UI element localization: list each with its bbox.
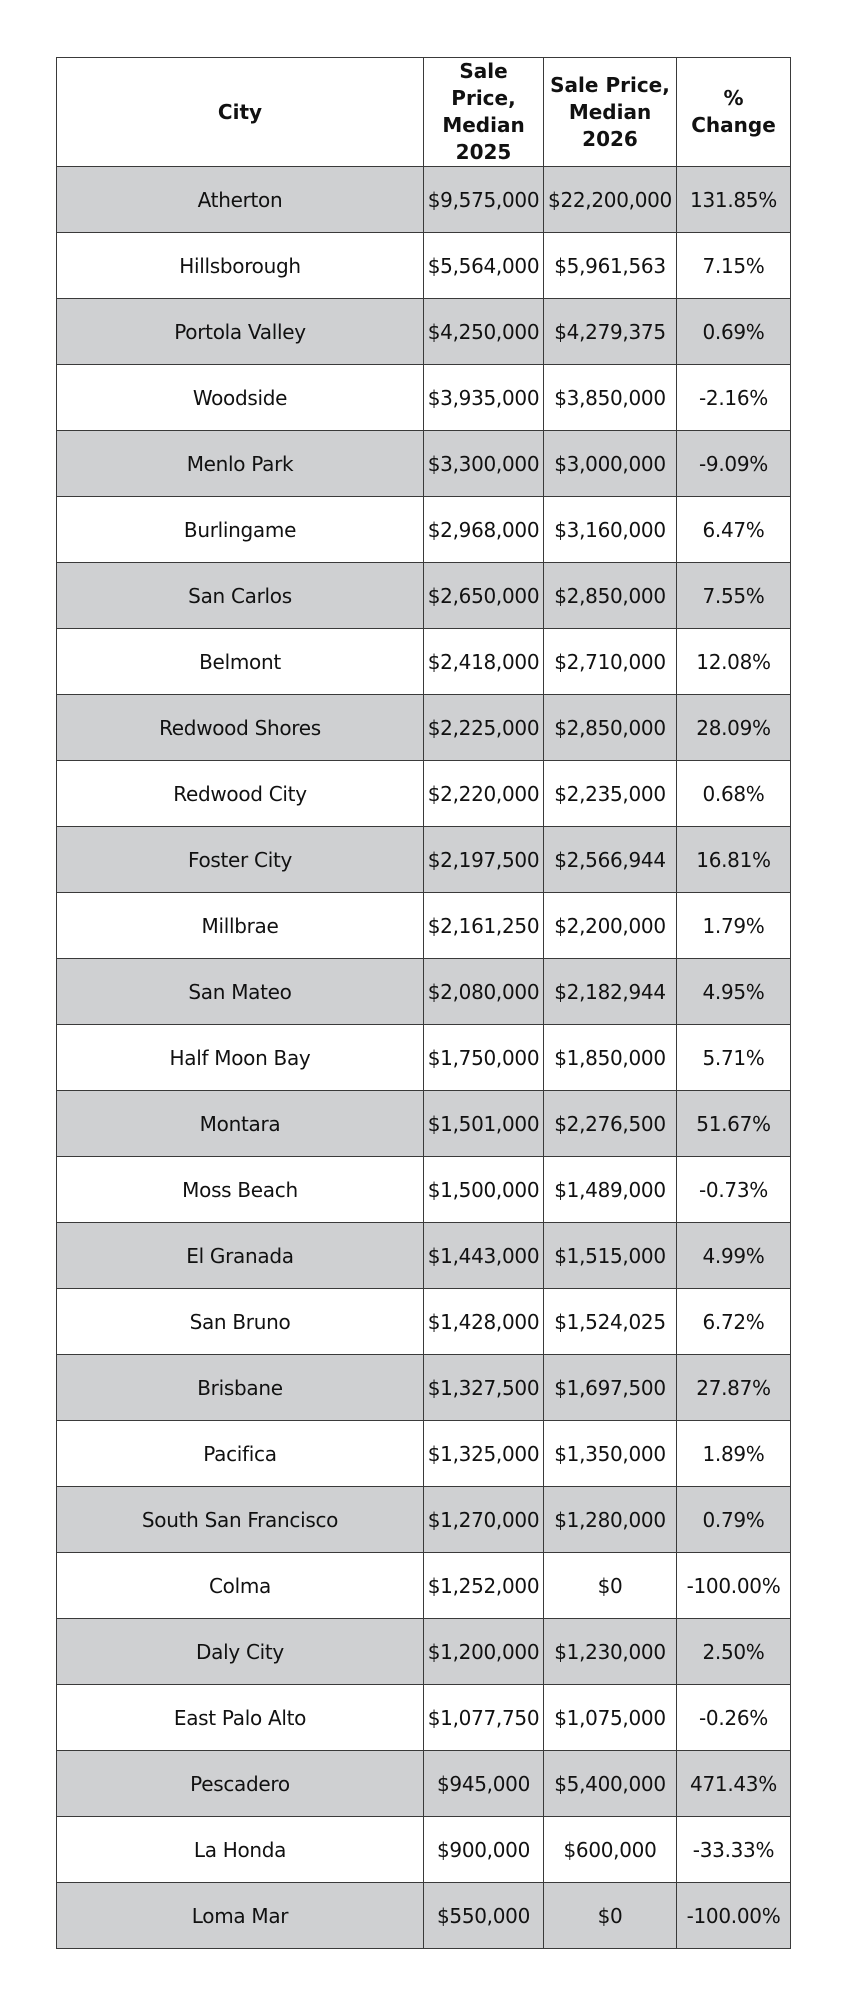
cell-city: El Granada	[57, 1223, 424, 1289]
cell-change: 27.87%	[677, 1355, 791, 1421]
cell-price-2026: $1,697,500	[544, 1355, 677, 1421]
cell-price-2025: $1,252,000	[424, 1553, 544, 1619]
cell-price-2026: $2,850,000	[544, 695, 677, 761]
cell-price-2026: $600,000	[544, 1817, 677, 1883]
header-price-2026: Sale Price, Median 2026	[544, 58, 677, 167]
table-row	[57, 1421, 791, 1487]
cell-city: Half Moon Bay	[57, 1025, 424, 1091]
table-row	[57, 893, 791, 959]
cell-price-2026: $1,489,000	[544, 1157, 677, 1223]
cell-change: 1.79%	[677, 893, 791, 959]
cell-change: 4.99%	[677, 1223, 791, 1289]
cell-change: 7.15%	[677, 233, 791, 299]
cell-price-2025: $2,225,000	[424, 695, 544, 761]
cell-city: East Palo Alto	[57, 1685, 424, 1751]
table-row	[57, 1685, 791, 1751]
cell-city: Portola Valley	[57, 299, 424, 365]
table-row	[57, 497, 791, 563]
cell-price-2026: $2,182,944	[544, 959, 677, 1025]
cell-price-2025: $3,935,000	[424, 365, 544, 431]
cell-city: Hillsborough	[57, 233, 424, 299]
table-row	[57, 1487, 791, 1553]
table-row	[57, 233, 791, 299]
cell-price-2025: $3,300,000	[424, 431, 544, 497]
cell-price-2026: $2,710,000	[544, 629, 677, 695]
cell-price-2026: $1,280,000	[544, 1487, 677, 1553]
table-row	[57, 1817, 791, 1883]
cell-change: 28.09%	[677, 695, 791, 761]
cell-change: -0.26%	[677, 1685, 791, 1751]
cell-change: 471.43%	[677, 1751, 791, 1817]
cell-city: Loma Mar	[57, 1883, 424, 1949]
cell-change: 2.50%	[677, 1619, 791, 1685]
cell-change: 12.08%	[677, 629, 791, 695]
cell-price-2026: $4,279,375	[544, 299, 677, 365]
cell-price-2026: $22,200,000	[544, 167, 677, 233]
cell-change: -2.16%	[677, 365, 791, 431]
cell-city: South San Francisco	[57, 1487, 424, 1553]
cell-price-2026: $3,850,000	[544, 365, 677, 431]
cell-city: Woodside	[57, 365, 424, 431]
table-row	[57, 167, 791, 233]
cell-city: Colma	[57, 1553, 424, 1619]
cell-price-2025: $4,250,000	[424, 299, 544, 365]
cell-price-2026: $5,400,000	[544, 1751, 677, 1817]
cell-price-2025: $1,270,000	[424, 1487, 544, 1553]
cell-city: San Bruno	[57, 1289, 424, 1355]
cell-change: 131.85%	[677, 167, 791, 233]
cell-price-2026: $3,160,000	[544, 497, 677, 563]
cell-city: Foster City	[57, 827, 424, 893]
median-price-table-container	[56, 57, 791, 1949]
header-row	[57, 58, 791, 167]
cell-city: Moss Beach	[57, 1157, 424, 1223]
cell-price-2026: $1,075,000	[544, 1685, 677, 1751]
cell-price-2025: $2,220,000	[424, 761, 544, 827]
cell-price-2026: $2,850,000	[544, 563, 677, 629]
cell-change: 7.55%	[677, 563, 791, 629]
cell-change: 51.67%	[677, 1091, 791, 1157]
table-row	[57, 1025, 791, 1091]
table-row	[57, 959, 791, 1025]
table-row	[57, 1355, 791, 1421]
header-city: City	[57, 58, 424, 167]
table-row	[57, 1619, 791, 1685]
cell-city: Daly City	[57, 1619, 424, 1685]
cell-price-2025: $1,428,000	[424, 1289, 544, 1355]
cell-city: San Mateo	[57, 959, 424, 1025]
cell-price-2025: $1,443,000	[424, 1223, 544, 1289]
table-row	[57, 299, 791, 365]
cell-change: -9.09%	[677, 431, 791, 497]
cell-city: La Honda	[57, 1817, 424, 1883]
cell-price-2025: $2,080,000	[424, 959, 544, 1025]
cell-city: Pescadero	[57, 1751, 424, 1817]
median-price-table	[56, 57, 791, 1949]
table-header	[57, 58, 791, 167]
cell-price-2025: $2,161,250	[424, 893, 544, 959]
cell-price-2025: $2,968,000	[424, 497, 544, 563]
cell-price-2026: $1,230,000	[544, 1619, 677, 1685]
cell-price-2026: $0	[544, 1883, 677, 1949]
cell-city: Menlo Park	[57, 431, 424, 497]
cell-change: 6.72%	[677, 1289, 791, 1355]
table-body	[57, 167, 791, 1949]
table-row	[57, 1883, 791, 1949]
cell-city: Atherton	[57, 167, 424, 233]
cell-price-2025: $1,327,500	[424, 1355, 544, 1421]
table-row	[57, 1157, 791, 1223]
cell-change: 6.47%	[677, 497, 791, 563]
cell-price-2026: $0	[544, 1553, 677, 1619]
cell-price-2025: $5,564,000	[424, 233, 544, 299]
cell-price-2025: $1,500,000	[424, 1157, 544, 1223]
cell-city: Redwood Shores	[57, 695, 424, 761]
cell-city: Belmont	[57, 629, 424, 695]
cell-change: -100.00%	[677, 1883, 791, 1949]
header-change: % Change	[677, 58, 791, 167]
cell-city: Brisbane	[57, 1355, 424, 1421]
cell-city: Pacifica	[57, 1421, 424, 1487]
cell-change: 0.68%	[677, 761, 791, 827]
cell-price-2026: $1,524,025	[544, 1289, 677, 1355]
cell-price-2026: $1,350,000	[544, 1421, 677, 1487]
cell-price-2025: $1,750,000	[424, 1025, 544, 1091]
cell-change: 16.81%	[677, 827, 791, 893]
cell-price-2026: $1,515,000	[544, 1223, 677, 1289]
table-row	[57, 1091, 791, 1157]
cell-price-2025: $900,000	[424, 1817, 544, 1883]
cell-price-2025: $945,000	[424, 1751, 544, 1817]
cell-city: Burlingame	[57, 497, 424, 563]
table-row	[57, 761, 791, 827]
header-price-2025: Sale Price, Median 2025	[424, 58, 544, 167]
table-row	[57, 431, 791, 497]
cell-price-2025: $1,325,000	[424, 1421, 544, 1487]
cell-price-2026: $2,200,000	[544, 893, 677, 959]
cell-change: -33.33%	[677, 1817, 791, 1883]
table-row	[57, 695, 791, 761]
cell-price-2026: $2,566,944	[544, 827, 677, 893]
table-row	[57, 563, 791, 629]
cell-price-2025: $9,575,000	[424, 167, 544, 233]
cell-change: 0.79%	[677, 1487, 791, 1553]
cell-price-2025: $2,418,000	[424, 629, 544, 695]
table-row	[57, 365, 791, 431]
cell-change: -100.00%	[677, 1553, 791, 1619]
cell-price-2025: $2,650,000	[424, 563, 544, 629]
cell-price-2025: $1,077,750	[424, 1685, 544, 1751]
cell-city: Redwood City	[57, 761, 424, 827]
cell-price-2026: $3,000,000	[544, 431, 677, 497]
cell-change: 1.89%	[677, 1421, 791, 1487]
cell-city: Montara	[57, 1091, 424, 1157]
table-row	[57, 1751, 791, 1817]
cell-price-2025: $1,501,000	[424, 1091, 544, 1157]
table-row	[57, 1553, 791, 1619]
cell-city: Millbrae	[57, 893, 424, 959]
cell-change: 0.69%	[677, 299, 791, 365]
cell-price-2025: $1,200,000	[424, 1619, 544, 1685]
cell-price-2025: $550,000	[424, 1883, 544, 1949]
cell-price-2025: $2,197,500	[424, 827, 544, 893]
cell-price-2026: $5,961,563	[544, 233, 677, 299]
table-row	[57, 1223, 791, 1289]
cell-change: 4.95%	[677, 959, 791, 1025]
cell-price-2026: $2,235,000	[544, 761, 677, 827]
cell-change: -0.73%	[677, 1157, 791, 1223]
table-row	[57, 827, 791, 893]
cell-change: 5.71%	[677, 1025, 791, 1091]
cell-price-2026: $1,850,000	[544, 1025, 677, 1091]
cell-price-2026: $2,276,500	[544, 1091, 677, 1157]
cell-city: San Carlos	[57, 563, 424, 629]
table-row	[57, 1289, 791, 1355]
table-row	[57, 629, 791, 695]
